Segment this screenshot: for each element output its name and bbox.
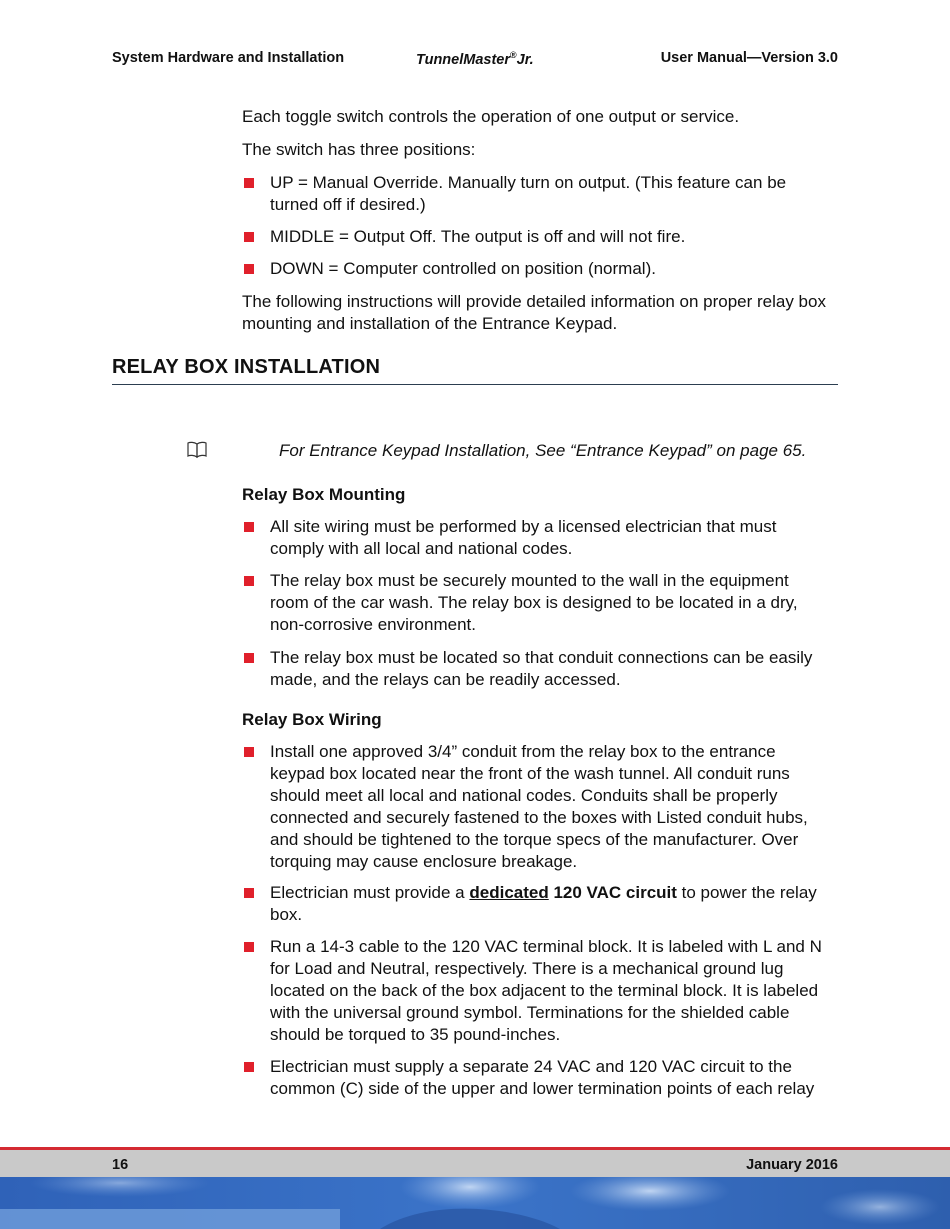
switch-positions-list: [242, 258, 842, 280]
circuit-text-post: to power the relay box.: [270, 883, 817, 924]
footer-date: January 2016: [746, 1157, 838, 1173]
red-square-bullet-icon: [244, 747, 254, 757]
intro-text: Each toggle switch controls the operation of one output or service.: [242, 107, 740, 126]
list-item-text: DOWN = Computer controlled on position (normal).: [270, 259, 656, 278]
mounting-list: [242, 570, 817, 636]
header-product-main: TunnelMaster: [416, 51, 511, 68]
list-item: [242, 172, 810, 216]
cross-reference: [186, 440, 846, 464]
red-square-bullet-icon: [244, 522, 254, 532]
list-item-text: The relay box must be located so that conduit connections can be easily made, and the relays can be readily accessed.: [270, 648, 813, 689]
switch-positions-list: [242, 226, 842, 248]
page-header: [112, 50, 838, 72]
blue-water-banner: [0, 1177, 950, 1229]
list-item-text: UP = Manual Override. Manually turn on output. (This feature can be turned off if desired.): [270, 173, 787, 214]
switch-positions-list: [242, 172, 842, 216]
list-item-text: MIDDLE = Output Off. The output is off and will not fire.: [270, 227, 686, 246]
circuit-text-bold: 120 VAC circuit: [548, 883, 677, 902]
list-item: [242, 516, 812, 560]
intro-paragraph-2: [242, 139, 842, 161]
list-item: [242, 882, 842, 926]
list-item-text: All site wiring must be performed by a licensed electrician that must comply with all local and national codes.: [270, 517, 777, 558]
red-square-bullet-icon: [244, 178, 254, 188]
section-heading: RELAY BOX INSTALLATION: [112, 356, 838, 385]
header-manual-version: User Manual—Version 3.0: [660, 50, 838, 66]
list-item: [242, 741, 834, 873]
registered-mark: ®: [510, 50, 517, 60]
footer-decorative-banner: [0, 1177, 950, 1229]
open-book-icon: [186, 441, 208, 464]
wiring-list: [242, 1056, 842, 1100]
header-product-name: [416, 50, 534, 68]
wiring-list: [242, 741, 834, 873]
list-item-text: [270, 883, 817, 924]
intro-text: The switch has three positions:: [242, 140, 476, 159]
circuit-text-pre: Electrician must provide a: [270, 883, 470, 902]
wiring-list: [242, 936, 842, 1046]
intro-text: The following instructions will provide detailed information on proper relay box mounting and installation of the Entrance Keypad.: [242, 292, 826, 333]
mounting-list: [242, 516, 812, 560]
list-item-text: Run a 14-3 cable to the 120 VAC terminal block. It is labeled with L and N for Load and Neutral, respectively. There is a mechanical ground lug located on the back of the box adjacent to the terminal block. It is labeled with the universal ground symbol. Terminations for the shielded cable should be torqued to 35 pound-inches.: [270, 937, 822, 1044]
red-square-bullet-icon: [244, 888, 254, 898]
intro-paragraph-3: [242, 291, 834, 335]
list-item: [242, 258, 842, 280]
list-item: [242, 570, 817, 636]
intro-paragraph-1: [242, 106, 842, 128]
red-square-bullet-icon: [244, 232, 254, 242]
red-square-bullet-icon: [244, 653, 254, 663]
red-square-bullet-icon: [244, 1062, 254, 1072]
list-item: [242, 1056, 842, 1100]
wiring-list: [242, 882, 842, 926]
list-item: [242, 647, 834, 691]
page-number: 16: [112, 1157, 129, 1173]
header-section-title: System Hardware and Installation: [112, 50, 345, 66]
cross-reference-text: For Entrance Keypad Installation, See “Entrance Keypad” on page 65.: [279, 441, 807, 460]
red-square-bullet-icon: [244, 264, 254, 274]
list-item-text: Install one approved 3/4” conduit from the relay box to the entrance keypad box located near the front of the wash tunnel. All conduit runs should meet all local and national codes. Conduits shall be properly connected and securely fastened to the boxes with Listed conduit hubs, and should be tightened to the torque specs of the manufacturer. Over torquing may cause enclosure breakage.: [270, 742, 808, 871]
list-item-text: Electrician must supply a separate 24 VAC and 120 VAC circuit to the common (C) side of the upper and lower termination points of each relay: [270, 1057, 815, 1098]
subheading-mounting: Relay Box Mounting: [242, 485, 406, 504]
page-footer: [0, 1150, 950, 1177]
red-square-bullet-icon: [244, 942, 254, 952]
subheading-wiring: Relay Box Wiring: [242, 710, 382, 729]
list-item: [242, 936, 842, 1046]
header-product-suffix: Jr.: [516, 51, 534, 68]
list-item-text: The relay box must be securely mounted to the wall in the equipment room of the car wash. The relay box is designed to be located in a dry, non-corrosive environment.: [270, 571, 798, 634]
mounting-list: [242, 647, 834, 691]
red-square-bullet-icon: [244, 576, 254, 586]
circuit-text-underlined: dedicated: [469, 883, 549, 902]
list-item: [242, 226, 842, 248]
